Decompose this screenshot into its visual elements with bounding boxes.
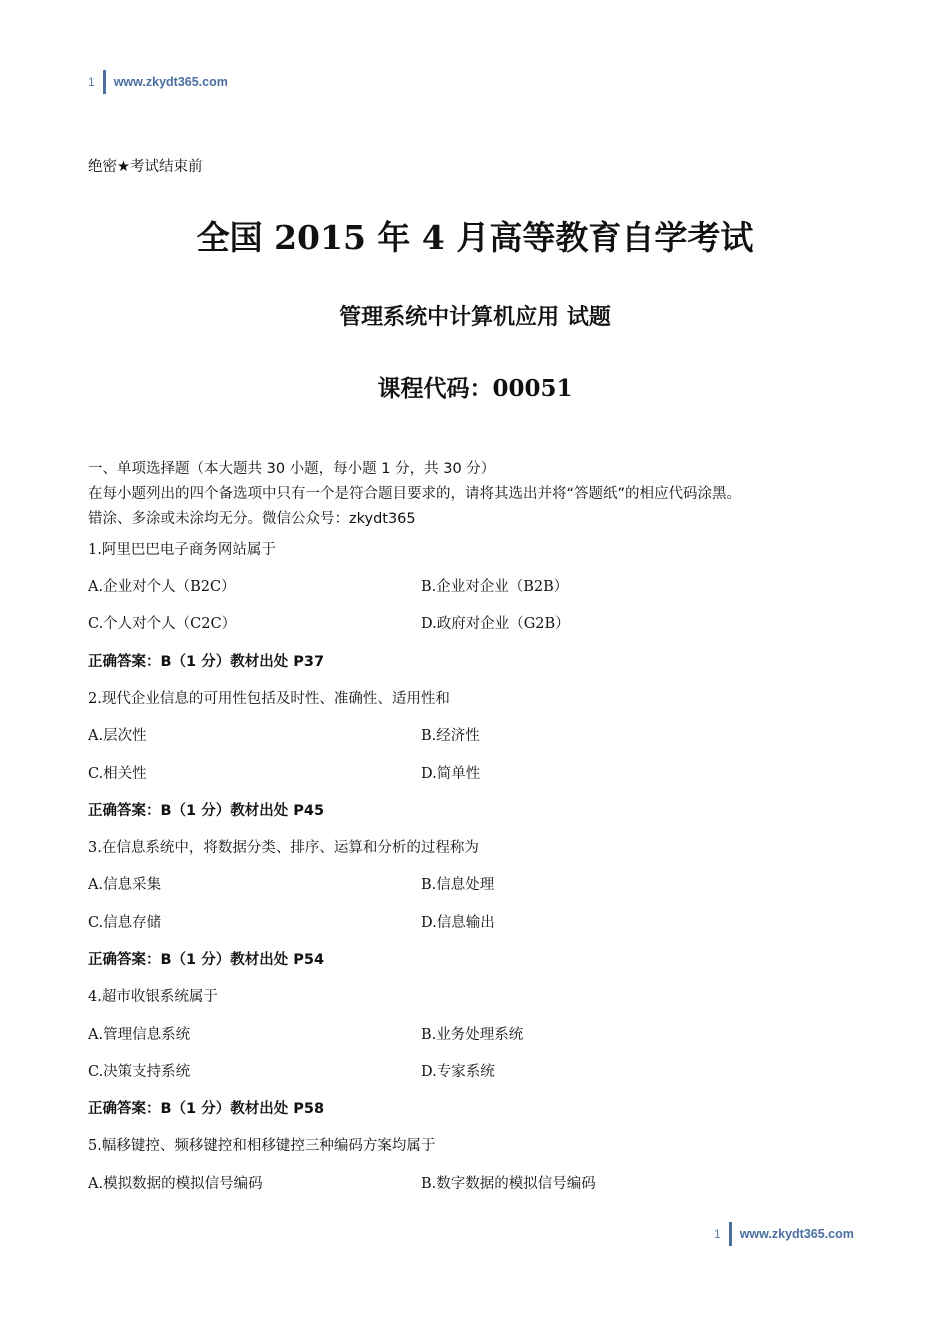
header-divider xyxy=(103,70,106,94)
secret-label: 绝密★考试结束前 xyxy=(88,159,203,175)
question-text: 5.幅移键控、频移键控和相移键控三种编码方案均属于 xyxy=(88,1138,436,1154)
header-page-number: 1 xyxy=(88,75,95,89)
correct-answer: 正确答案：B（1 分）教材出处 P37 xyxy=(88,654,325,670)
section-heading: 一、单项选择题（本大题共 30 小题，每小题 1 分，共 30 分） xyxy=(88,461,496,477)
exam-title: 全国 2015 年 4 月高等教育自学考试 xyxy=(196,218,754,257)
footer-divider xyxy=(729,1222,732,1246)
option-c: C.相关性 xyxy=(88,766,147,782)
correct-answer: 正确答案：B（1 分）教材出处 P58 xyxy=(88,1101,325,1117)
page-header xyxy=(88,70,228,94)
footer-url: www.zkydt365.com xyxy=(739,1227,854,1241)
option-c: C.个人对个人（C2C） xyxy=(88,616,237,632)
option-d: D.简单性 xyxy=(421,766,481,782)
option-c: C.信息存储 xyxy=(88,915,162,931)
header-url: www.zkydt365.com xyxy=(113,75,228,89)
option-d: D.专家系统 xyxy=(421,1064,495,1080)
section-instruction: 在每小题列出的四个备选项中只有一个是符合题目要求的，请将其选出并将“答题纸”的相应代码涂黑。 xyxy=(88,486,742,502)
question-text: 4.超市收银系统属于 xyxy=(88,989,218,1005)
option-b: B.企业对企业（B2B） xyxy=(421,579,569,595)
option-a: A.层次性 xyxy=(88,728,147,744)
footer-page-number: 1 xyxy=(714,1227,721,1241)
question-text: 3.在信息系统中，将数据分类、排序、运算和分析的过程称为 xyxy=(88,840,479,856)
option-a: A.企业对个人（B2C） xyxy=(88,579,236,595)
option-b: B.信息处理 xyxy=(421,877,495,893)
correct-answer: 正确答案：B（1 分）教材出处 P54 xyxy=(88,952,325,968)
correct-answer: 正确答案：B（1 分）教材出处 P45 xyxy=(88,803,325,819)
option-b: B.业务处理系统 xyxy=(421,1027,524,1043)
option-a: A.信息采集 xyxy=(88,877,162,893)
option-d: D.政府对企业（G2B） xyxy=(421,616,570,632)
question-text: 1.阿里巴巴电子商务网站属于 xyxy=(88,542,276,558)
option-d: D.信息输出 xyxy=(421,915,495,931)
exam-subtitle: 管理系统中计算机应用 试题 xyxy=(339,305,611,330)
option-a: A.模拟数据的模拟信号编码 xyxy=(88,1176,263,1192)
option-a: A.管理信息系统 xyxy=(88,1027,191,1043)
page-footer xyxy=(714,1222,854,1246)
option-b: B.数字数据的模拟信号编码 xyxy=(421,1176,596,1192)
question-text: 2.现代企业信息的可用性包括及时性、准确性、适用性和 xyxy=(88,691,450,707)
option-c: C.决策支持系统 xyxy=(88,1064,191,1080)
course-code: 课程代码：00051 xyxy=(377,375,573,402)
section-note: 错涂、多涂或未涂均无分。微信公众号：zkydt365 xyxy=(88,511,416,527)
option-b: B.经济性 xyxy=(421,728,480,744)
